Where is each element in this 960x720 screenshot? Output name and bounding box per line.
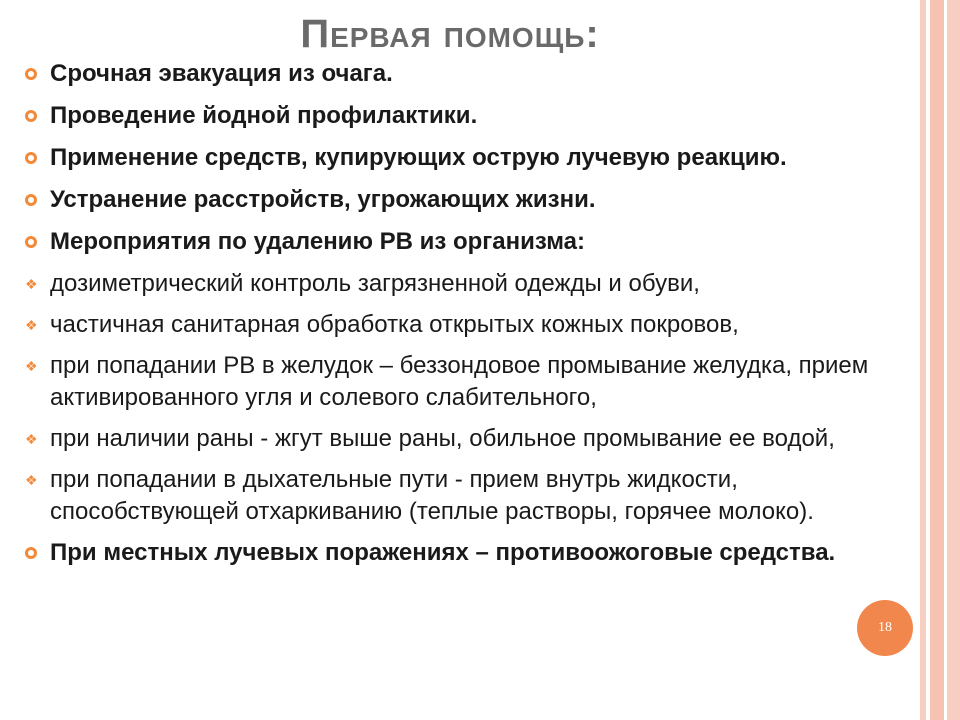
ring-bullet-icon (22, 226, 42, 258)
diamond-bullet-icon: ❖ (25, 472, 38, 488)
ring-bullet-icon (22, 184, 42, 216)
diamond-bullet-icon: ❖ (25, 317, 38, 333)
bullet-list (22, 58, 922, 579)
list-item-text: Устранение расстройств, угрожающих жизни. (50, 186, 596, 213)
ring-bullet-icon (22, 142, 42, 174)
list-item (22, 423, 922, 455)
diamond-bullet-icon: ❖ (25, 431, 38, 447)
list-item-text: Проведение йодной профилактики. (50, 102, 478, 129)
stripe (930, 0, 944, 720)
decorative-stripes (920, 0, 960, 720)
diamond-bullet-icon: ❖ (25, 276, 38, 292)
slide-title: Первая помощь: (300, 12, 600, 56)
list-item-text: При местных лучевых поражениях – противоожоговые средства. (50, 539, 836, 566)
list-item-text: Срочная эвакуация из очага. (50, 60, 393, 87)
diamond-bullet-icon: ❖ (25, 358, 38, 374)
ring-bullet-icon (22, 100, 42, 132)
list-item-text: дозиметрический контроль загрязненной одежды и обуви, (50, 270, 700, 297)
ring-bullet-icon (22, 537, 42, 569)
list-item-text: при попадании в дыхательные пути - прием внутрь жидкости, способствующей отхаркиванию (теплые растворы, горячее молоко). (50, 466, 814, 525)
list-item-text: Применение средств, купирующих острую лучевую реакцию. (50, 144, 787, 171)
list-item (22, 184, 922, 216)
list-item (22, 58, 922, 90)
stripe (947, 0, 960, 720)
list-item (22, 350, 922, 414)
page-number-badge: 18 (857, 600, 913, 656)
list-item-text: Мероприятия по удалению РВ из организма: (50, 228, 585, 255)
list-item-text: при наличии раны - жгут выше раны, обильное промывание ее водой, (50, 425, 835, 452)
list-item (22, 464, 922, 528)
list-item (22, 142, 922, 174)
ring-bullet-icon (22, 58, 42, 90)
list-item-text: при попадании РВ в желудок – беззондовое промывание желудка, прием активированного угля и солевого слабительного, (50, 352, 869, 411)
list-item (22, 100, 922, 132)
list-item (22, 537, 850, 569)
list-item (22, 309, 922, 341)
list-item (22, 268, 922, 300)
list-item-text: частичная санитарная обработка открытых кожных покровов, (50, 311, 739, 338)
list-item (22, 226, 922, 258)
